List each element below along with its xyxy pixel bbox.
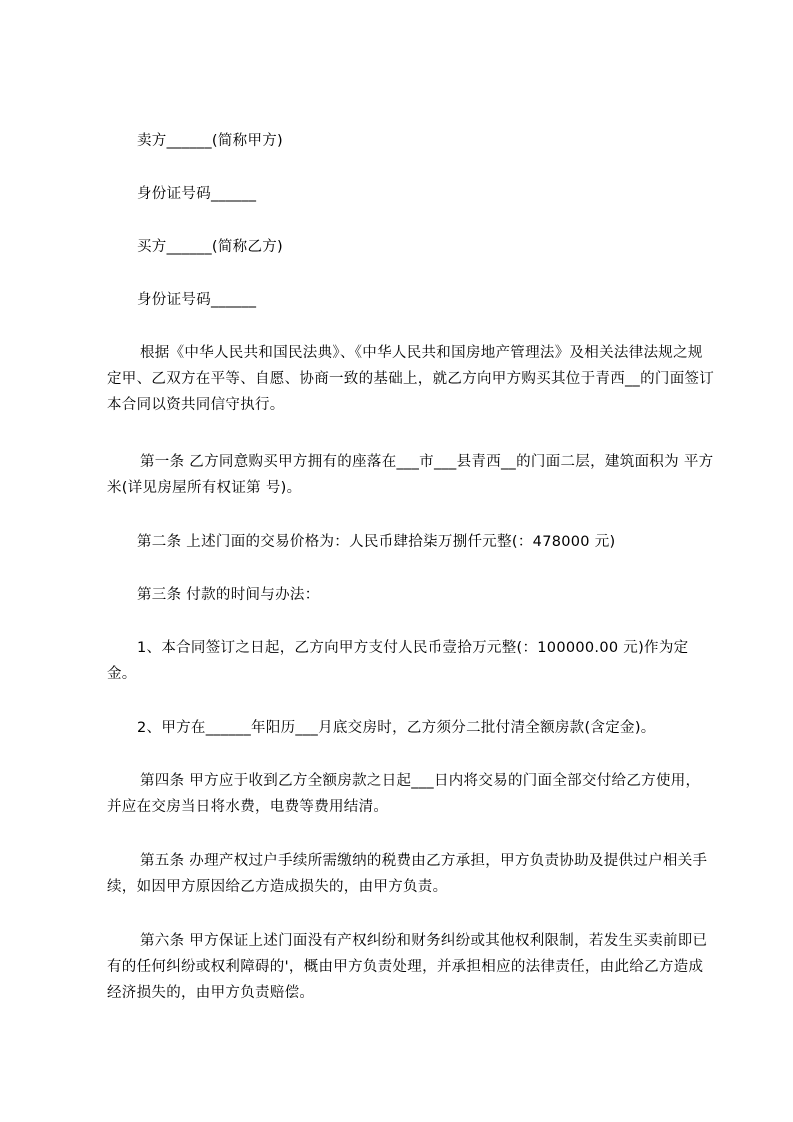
buyer-id-line: 身份证号码______ xyxy=(137,292,257,308)
article-6-paragraph: 第六条 甲方保证上述门面没有产权纠纷和财务纠纷或其他权利限制，若发生买卖前即已有的任何纠纷或权利障碍的'，概由甲方负责处理，并承担相应的法律责任，由此给乙方造成经济损失的，由甲方负责赔偿。 xyxy=(107,933,708,1001)
article-5-paragraph: 第五条 办理产权过户手续所需缴纳的税费由乙方承担，甲方负责协助及提供过户相关手续，如因甲方原因给乙方造成损失的，由甲方负责。 xyxy=(107,853,708,895)
article-3-item-2: 2、甲方在______年阳历___月底交房时，乙方须分二批付清全额房款(含定金)。 xyxy=(137,720,656,736)
seller-line: 卖方______(简称甲方) xyxy=(137,133,284,149)
article-1-paragraph: 第一条 乙方同意购买甲方拥有的座落在___市___县青西__的门面二层，建筑面积为 平方米(详见房屋所有权证第 号)。 xyxy=(107,454,714,496)
article-2-paragraph: 第二条 上述门面的交易价格为：人民币肆拾柒万捌仟元整(：478000 元) xyxy=(137,534,616,550)
article-3-heading: 第三条 付款的时间与办法： xyxy=(137,587,320,603)
buyer-line: 买方______(简称乙方) xyxy=(137,239,284,255)
seller-id-line: 身份证号码______ xyxy=(137,186,257,202)
preamble-paragraph: 根据《中华人民共和国民法典》、《中华人民共和国房地产管理法》及相关法律法规之规定甲、乙双方在平等、自愿、协商一致的基础上，就乙方向甲方购买其位于青西__的门面签订本合同以资共同信守执行。 xyxy=(107,345,715,413)
article-3-item-1: 1、本合同签订之日起，乙方向甲方支付人民币壹拾万元整(：100000.00 元)作为定金。 xyxy=(107,640,689,682)
article-4-paragraph: 第四条 甲方应于收到乙方全额房款之日起___日内将交易的门面全部交付给乙方使用，并应在交房当日将水费，电费等费用结清。 xyxy=(107,773,701,815)
